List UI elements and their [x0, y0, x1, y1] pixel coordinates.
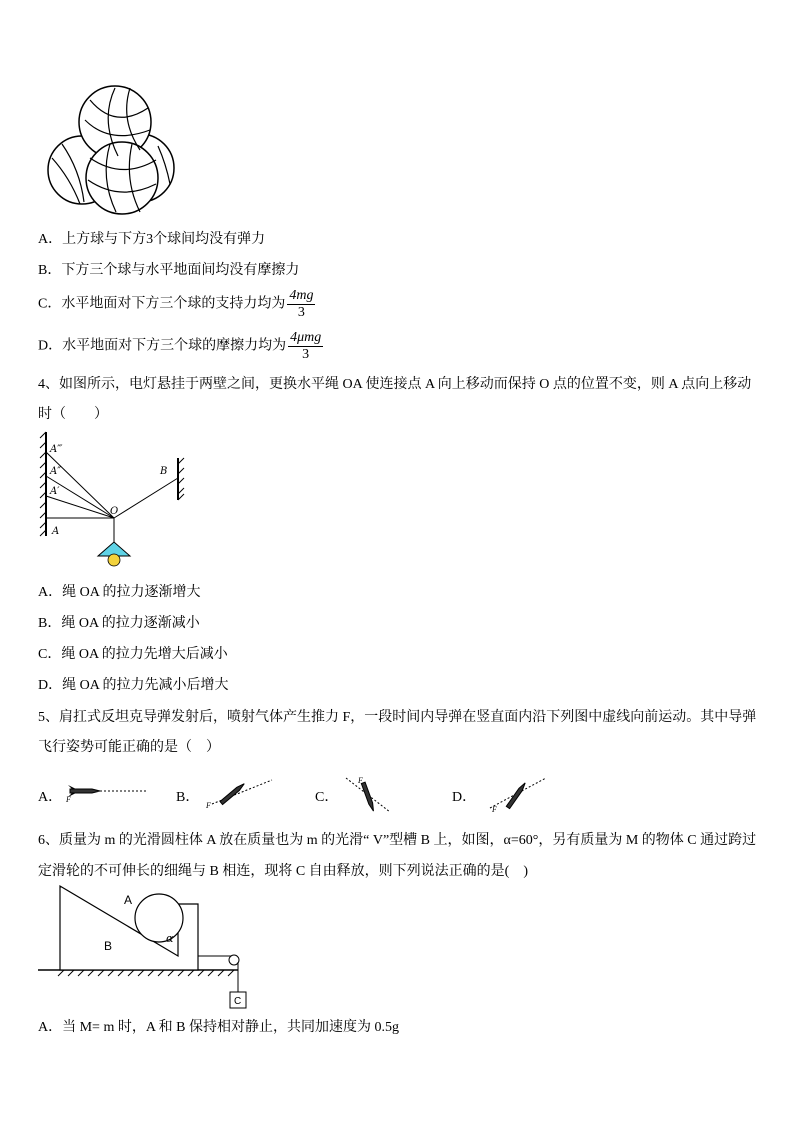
fraction-numerator: 4μmg [290, 330, 322, 345]
bulb-icon [108, 554, 120, 566]
q6-option-a: A．当 M= m 时，A 和 B 保持相对静止，共同加速度为 0.5g [38, 1020, 400, 1035]
q3-option-b: B．下方三个球与水平地面间均没有摩擦力 [38, 263, 300, 278]
fraction-numerator: 4mg [289, 288, 314, 303]
q3-option-a: A．上方球与下方3个球间均没有弹力 [38, 232, 266, 247]
missile-option-d [486, 774, 548, 814]
q5-label-a: A． [38, 790, 63, 805]
q3-option-c [38, 288, 315, 321]
label-a1: A′ [50, 486, 60, 497]
q3-option-d-fraction [288, 330, 323, 363]
q5-label-d: D． [452, 790, 477, 805]
q5-stem-line2: 飞行姿势可能正确的是（ ） [38, 740, 220, 755]
force-label: F [206, 801, 211, 810]
v-groove-figure [38, 884, 268, 1014]
q5-label-c: C． [315, 790, 339, 805]
q4-option-c: C．绳 OA 的拉力先增大后减小 [38, 647, 228, 662]
q5-label-b: B． [176, 790, 200, 805]
missile-option-a [64, 778, 148, 804]
missile-option-b [202, 774, 274, 810]
ball-front [86, 142, 158, 214]
label-o: O [110, 506, 119, 517]
cylinder-a [135, 894, 183, 942]
force-label: F [66, 795, 71, 804]
lamp-ropes-figure [38, 430, 198, 572]
stacked-balls-figure [40, 80, 180, 215]
q6-stem-line2: 定滑轮的不可伸长的细绳与 B 相连，现将 C 自由释放，则下列说法正确的是( ) [38, 864, 528, 879]
label-alpha: α [166, 932, 174, 945]
label-a: A [52, 526, 60, 537]
label-b: B [160, 466, 168, 477]
q3-option-c-fraction [287, 288, 315, 321]
label-a2: A″ [50, 466, 61, 477]
fraction-denominator: 3 [297, 305, 305, 320]
q4-option-a: A．绳 OA 的拉力逐渐增大 [38, 585, 201, 600]
q3-option-c-text: C．水平地面对下方三个球的支持力均为 [38, 296, 286, 312]
q3-option-d-text: D．水平地面对下方三个球的摩擦力均为 [38, 338, 287, 354]
q4-stem-line1: 4、如图所示，电灯悬挂于两壁之间，更换水平绳 OA 使连接点 A 向上移动而保持 O 点的位置不变，则 A 点向上移动 [38, 377, 752, 392]
q5-stem-line1: 5、肩扛式反坦克导弹发射后，喷射气体产生推力 F，一段时间内导弹在竖直面内沿下列图中虚线向前运动。其中导弹 [38, 710, 757, 725]
label-a3: A‴ [50, 444, 63, 455]
force-label: F [358, 776, 363, 785]
q4-stem-line2: 时（ ） [38, 407, 108, 422]
q3-option-d [38, 330, 323, 363]
force-label: F [492, 805, 497, 814]
fraction-denominator: 3 [302, 347, 310, 362]
q4-option-b: B．绳 OA 的拉力逐渐减小 [38, 616, 200, 631]
missile-option-c [342, 774, 392, 816]
label-c: C [234, 996, 242, 1007]
label-a: A [124, 893, 133, 907]
label-b: B [104, 939, 113, 953]
q4-option-d: D．绳 OA 的拉力先减小后增大 [38, 678, 229, 693]
q6-stem-line1: 6、质量为 m 的光滑圆柱体 A 放在质量也为 m 的光滑“ V”型槽 B 上，如图，α=60°，另有质量为 M 的物体 C 通过跨过 [38, 833, 757, 848]
